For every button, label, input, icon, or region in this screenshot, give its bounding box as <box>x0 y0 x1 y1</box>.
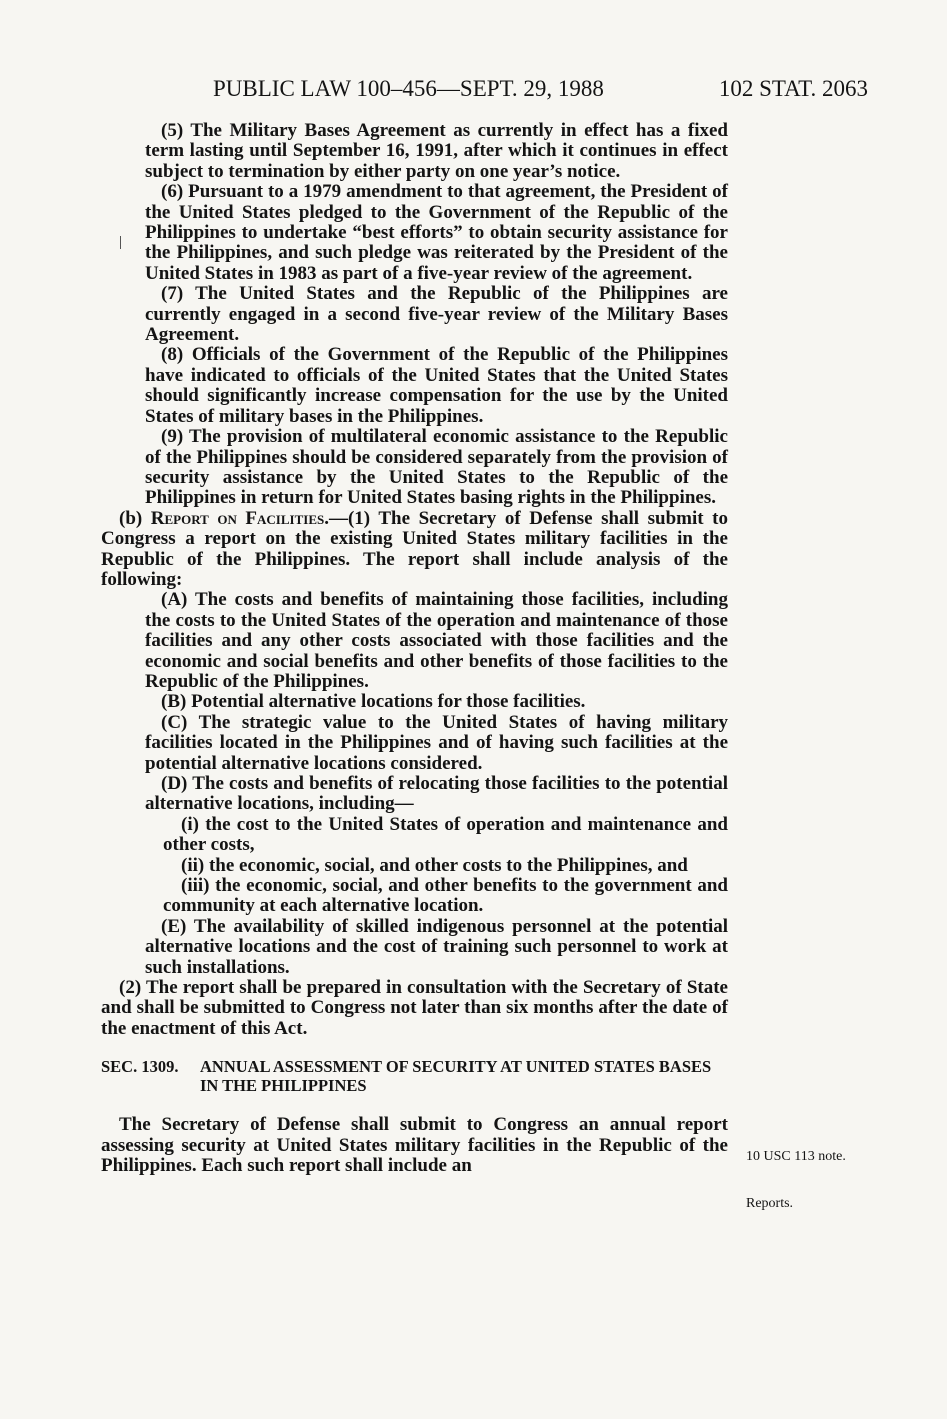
subsection-b-label: (b) <box>119 507 151 529</box>
section-title: ANNUAL ASSESSMENT OF SECURITY AT UNITED STATES BASES IN THE PHILIPPINES <box>200 1057 712 1096</box>
paragraph-8: (8) Officials of the Government of the Republic of the Philippines have indicated to officials of the United States that the United States should significantly increase compensation for the use by the United States of military bases in the Philippines. <box>145 344 728 427</box>
paragraph-2: (2) The report shall be prepared in consultation with the Secretary of State and shall be submitted to Congress not later than six months after the date of the enactment of this Act. <box>101 977 728 1039</box>
subsection-b-text: —(1) The Secretary of Defense shall submit to Congress a report on the existing United States military facilities in the Republic of the Philippines. The report shall include analysis of the following: <box>101 507 728 590</box>
statute-body <box>101 121 728 1177</box>
paragraph-6: (6) Pursuant to a 1979 amendment to that agreement, the President of the United States pledged to the Government of the Republic of the Philippines to undertake “best efforts” to obtain security assistance for the Philippines, and such pledge was reiterated by the President of the United States in 1983 as part of a five-year review of the agreement. <box>145 181 728 284</box>
clause-b: (B) Potential alternative locations for those facilities. <box>161 691 586 713</box>
page-header <box>213 72 868 106</box>
clause-c: (C) The strategic value to the United States of having military facilities located in the Philippines and of having such facilities at the potential alternative locations considered. <box>145 711 728 774</box>
subclause-i: (i) the cost to the United States of operation and maintenance and other costs, <box>163 813 728 856</box>
margin-note-usc: 10 USC 113 note. <box>746 1149 846 1164</box>
clause-e: (E) The availability of skilled indigenous personnel at the potential alternative locations and the cost of training such personnel to work at such installations. <box>145 915 728 978</box>
paragraph-5: (5) The Military Bases Agreement as currently in effect has a fixed term lasting until September 16, 1991, after which it continues in effect subject to termination by either party on one year’s notice. <box>145 120 728 182</box>
page-number: 102 STAT. 2063 <box>718 76 868 101</box>
paragraph-9: (9) The provision of multilateral economic assistance to the Republic of the Philippines should be considered separately from the provision of security assistance by the United States to the Republic of the Philippines in return for United States basing rights in the Philippines. <box>145 426 728 509</box>
margin-note-reports: Reports. <box>746 1196 794 1211</box>
section-text: The Secretary of Defense shall submit to Congress an annual report assessing security at United States military facilities in the Republic of the Philippines. Each such report shall include an <box>101 1114 728 1177</box>
clause-a: (A) The costs and benefits of maintaining those facilities, including the costs to the United States of the operation and maintenance of those facilities and any other costs associated with those facilities and the economic and social benefits and other benefits of those facilities to the Republic of the Philippines. <box>145 589 728 692</box>
section-heading <box>101 1057 728 1095</box>
running-head: PUBLIC LAW 100–456—SEPT. 29, 1988 <box>213 76 604 101</box>
subsection-b <box>101 509 728 591</box>
paragraph-7: (7) The United States and the Republic of the Philippines are currently engaged in a second five-year review of the Military Bases Agreement. <box>145 283 728 346</box>
subclause-ii: (ii) the economic, social, and other costs to the Philippines, and <box>181 854 688 876</box>
section-number: SEC. 1309. <box>101 1057 179 1077</box>
subsection-b-heading: Report on Facilities. <box>150 507 329 529</box>
clause-d: (D) The costs and benefits of relocating those facilities to the potential alternative locations, including— <box>145 773 728 815</box>
subclause-iii: (iii) the economic, social, and other benefits to the government and community at each alternative location. <box>163 875 728 917</box>
